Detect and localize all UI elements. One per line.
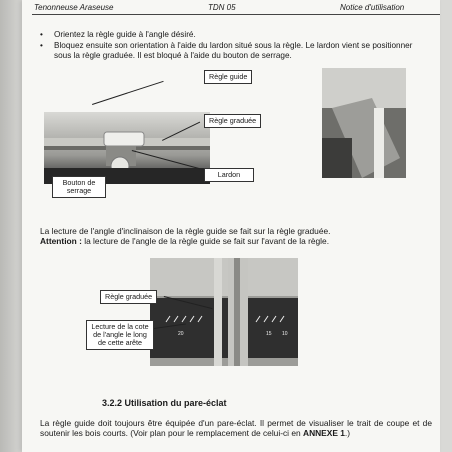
attention-note <box>40 236 432 246</box>
section-paragraph <box>40 418 432 438</box>
label-bouton-serrage: Bouton de serrage <box>52 176 106 198</box>
figure1-photo <box>44 112 210 184</box>
scale-illustration <box>150 258 298 366</box>
page-header <box>22 0 440 14</box>
header-notice: Notice d'utilisation <box>340 3 405 12</box>
manual-page <box>22 0 440 452</box>
annex-reference: ANNEXE 1 <box>303 428 345 438</box>
page-edge-shadow <box>0 0 22 452</box>
attention-label: Attention : <box>40 236 82 246</box>
scale-mark: 20 <box>178 331 184 337</box>
header-rule <box>32 14 440 15</box>
attention-text: la lecture de l'angle de la règle guide se fait sur l'avant de la règle. <box>81 236 330 246</box>
section-title: 3.2.2 Utilisation du pare-éclat <box>102 398 227 408</box>
figure1-side-photo <box>322 68 406 178</box>
side-illustration <box>322 68 406 178</box>
section-text: La règle guide doit toujours être équipée d'un pare-éclat. Il permet de visualiser le trait de coupe et de soutenir les bois courts. (Voir plan pour le remplacement de celui-ci en <box>40 418 432 438</box>
section-tail: .) <box>344 428 351 438</box>
leader-line <box>92 81 164 105</box>
bullet-item: • Bloquez ensuite son orientation à l'aide du lardon situé sous la règle. Le lardon vient se positionner sous la règle graduée. Il est bloqué à l'aide du bouton de serrage. <box>40 41 430 61</box>
bullet-item: • Orientez la règle guide à l'angle désiré. <box>40 30 430 40</box>
reading-line: La lecture de l'angle d'inclinaison de la règle guide se fait sur la règle graduée. <box>40 226 331 236</box>
figure2-photo <box>150 258 298 366</box>
label-lardon: Lardon <box>204 168 254 182</box>
figure1-illustration <box>44 112 210 184</box>
label-regle-graduee-2: Règle graduée <box>100 290 157 304</box>
header-model: TDN 05 <box>208 3 236 12</box>
label-regle-guide: Règle guide <box>204 70 252 84</box>
scale-mark: 15 <box>266 331 272 337</box>
label-regle-graduee: Règle graduée <box>204 114 261 128</box>
instruction-bullets <box>40 30 430 62</box>
header-doc-title: Tenonneuse Araseuse <box>34 3 114 12</box>
label-lecture-cote: Lecture de la cote de l'angle le long de cette arête <box>86 320 154 350</box>
scale-mark: 10 <box>282 331 288 337</box>
